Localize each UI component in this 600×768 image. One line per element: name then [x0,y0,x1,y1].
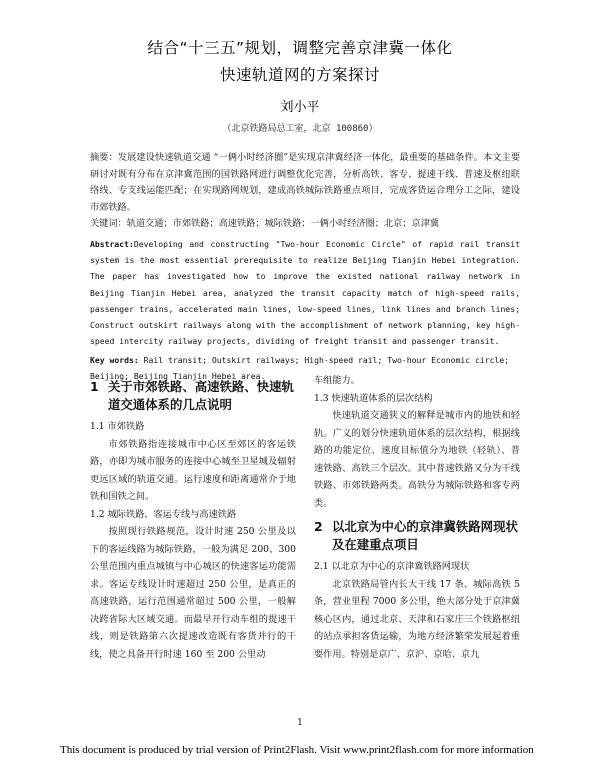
section-2-heading [314,518,520,554]
subsection-1-3-paragraph: 快速轨道交通狭义的解释是城市内的地铁和轻轨。广义的划分快速轨道体系的层次结构，根据线路的功能定位、速度目标值分为地铁（轻轨）、普速铁路、高铁三个层次。其中普速铁路又分为干线铁路、市郊铁路两类。高铁分为城际铁路和客专两类。 [314,410,520,509]
left-column [90,372,296,663]
abstract-en-label: Abstract: [90,239,134,249]
subsection-1-3-heading: 1.3 快速轨道体系的层次结构 [314,392,433,404]
paper-title-line1: 结合“十三五”规划，调整完善京津冀一体化 [147,39,453,57]
subsection-2-1-heading: 2.1 以北京为中心的京津冀铁路网现状 [314,561,470,572]
section-2-title: 以北京为中心的京津冀铁路网现状及在建重点项目 [332,519,518,552]
abstract-en-text: Developing and constructing "Two-hour Economic Circle" of rapid rail transit system is the most essential prerequisite to realize Beijing Tianjin Hebei integration. The paper has investigated how to improve the existed national railway network in Beijing Tianjin Hebei area, analyzed the transit capacity match of high-speed rails, passenger trains, accelerated main lines, low-speed lines, link lines and branch lines; Construct outskirt railways along with the accomplishment of network planning, key high-speed intercity railway projects, dividing of freight transit and passenger transit. [90,239,520,347]
paper-title-line2: 快速轨道网的方案探讨 [219,66,380,84]
subsection-2-1-paragraph: 北京铁路局管内长大干线 17 条、城际高铁 5 条，营业里程 7000 多公里，绝大部分处于京津冀核心区内，通过北京、天津和石家庄三个铁路枢纽的站点承担客货运输，为地方经济繁荣发展起着重要作用。特别是京广、京沪、京哈、京九 [314,578,520,660]
author-affiliation: （北京铁路局总工室，北京 100860） [222,124,378,134]
section-1-number: 1 [90,379,99,394]
subsection-1-2-continuation: 车组能力。 [314,375,360,386]
keywords-cn [90,216,520,233]
subsection-1-1-paragraph: 市郊铁路指连接城市中心区至郊区的客运铁路，亦即为城市服务的连接中心城至卫星城及辐射更远区域的轨道交通。运行速度和距离通常介于地铁和国铁之间。 [90,438,296,502]
section-1-title: 关于市郊铁路、高速铁路、快速轨道交通体系的几点说明 [108,379,294,412]
abstract-cn-label: 摘要： [90,152,118,163]
abstract-en [90,236,520,349]
subsection-1-2-heading: 1.2 城际铁路、客运专线与高速铁路 [90,508,237,520]
keywords-en-label: Key words: [90,355,139,365]
section-2-number: 2 [314,519,323,534]
subsection-1-1-heading: 1.1 市郊铁路 [90,421,145,432]
trial-watermark-footer: This document is produced by trial version of Print2Flash. Visit www.print2flash.com for more information [60,744,534,756]
keywords-en-text: Rail transit; Outskirt railways; High-speed rail; Two-hour Economic circle; Beijing; Beijing Tianjin Hebei area. [90,355,510,382]
keywords-cn-label: 关键词： [90,218,127,229]
abstract-cn [90,150,520,216]
page-number: 1 [297,718,303,728]
keywords-cn-text: 轨道交通；市郊铁路；高速铁路；城际铁路；一俩小时经济圈；北京；京津冀 [126,218,440,229]
abstract-cn-text: 发展建设快速轨道交通 “一俩小时经济圈”是实现京津冀经济一体化，最重要的基础条件。本文主要研讨对既有分布在京津冀范围的国铁路网进行调整优化完善，分析高铁、客专、提速干线、普速及枢纽联络线、专支线运能匹配；在实现路网规划，建成高铁城际铁路重点项目，完成客货运合理分工之际，建设市郊铁路。 [90,152,521,213]
subsection-1-2-paragraph: 按照现行铁路规范，设计时速 250 公里及以下的客运线路为城际铁路，一般为满足 200、300 公里范围内重点城镇与中心城区的快速客运功能需求。客运专线设计时速超过 250 公里，是真正的高速铁路，运行范围通常超过 500 公里，一般解决跨省际大区域交通。而最早开行动车组的提速干线，则是铁路第六次提速改造既有客货并行的干线，使之具备开行时速 160 至 200 公里动 [90,526,296,660]
section-1-heading [90,378,296,414]
right-column [314,372,520,663]
author-name: 刘小平 [280,100,320,115]
